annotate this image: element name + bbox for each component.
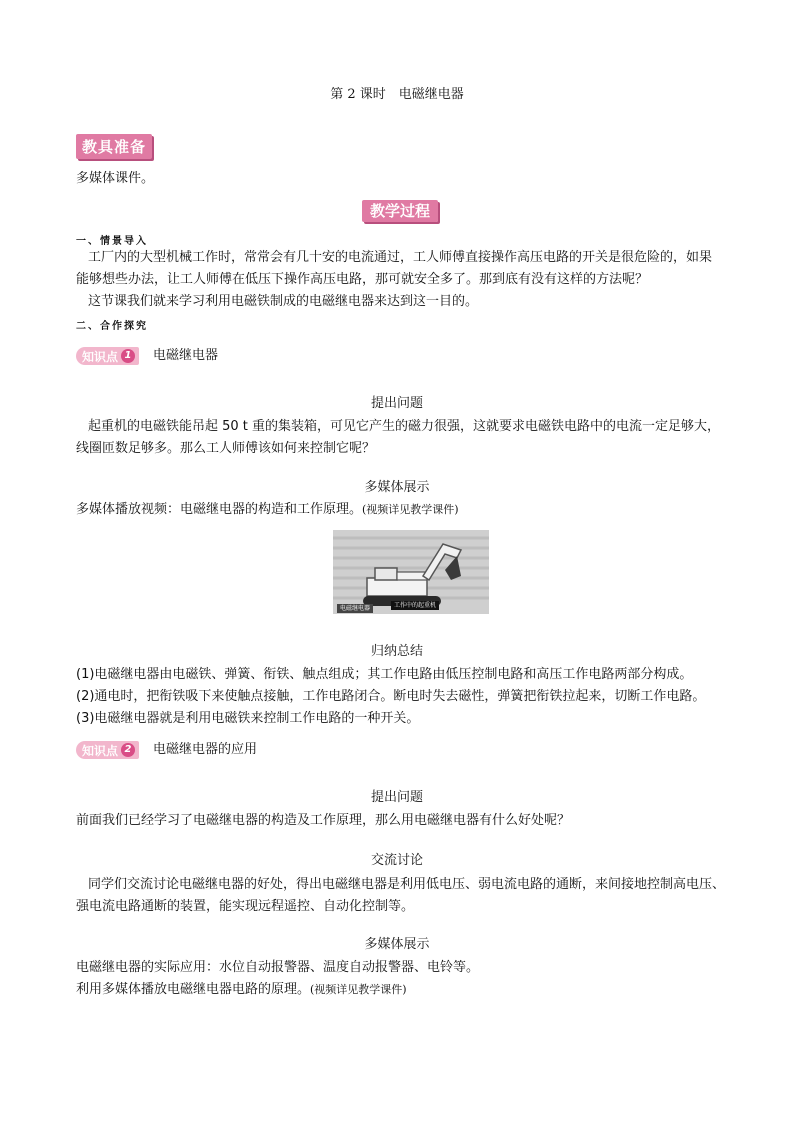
video-label: 电磁继电器 bbox=[337, 604, 373, 613]
media2-line-2 bbox=[76, 979, 407, 1001]
knowledge-tag-number: 2 bbox=[121, 743, 135, 757]
intro-line-2: 能够想些办法，让工人师傅在低压下操作高压电路，那可就安全多了。那到底有没有这样的方法呢？ bbox=[76, 272, 649, 287]
heading-summary: 归纳总结 bbox=[370, 644, 423, 659]
summary-item-3: (3)电磁继电器就是利用电磁铁来控制工作电路的一种开关。 bbox=[76, 711, 420, 726]
media2-line-1: 电磁继电器的实际应用：水位自动报警器、温度自动报警器、电铃等。 bbox=[76, 960, 480, 975]
prep-banner-label: 教具准备 bbox=[76, 134, 152, 159]
media2-note: (视频详见教学课件) bbox=[310, 983, 407, 996]
media1-description: 多媒体播放视频：电磁继电器的构造和工作原理。 bbox=[76, 502, 363, 517]
section-heading-explore: 二、合作探究 bbox=[76, 321, 148, 332]
knowledge-point-2 bbox=[76, 739, 257, 761]
discussion-line-1: 同学们交流讨论电磁继电器的好处，得出电磁继电器是利用低电压、弱电流电路的通断，来间接地控制高电压、 bbox=[88, 877, 726, 892]
question2-text: 前面我们已经学习了电磁继电器的构造及工作原理，那么用电磁继电器有什么好处呢？ bbox=[76, 813, 571, 828]
page-title: 第 2 课时 电磁继电器 bbox=[330, 87, 464, 102]
summary-item-2: (2)通电时，把衔铁吸下来使触点接触，工作电路闭合。断电时失去磁性，弹簧把衔铁拉起来，切断工作电路。 bbox=[76, 689, 706, 704]
discussion-line-2: 强电流电路通断的装置，能实现远程遥控、自动化控制等。 bbox=[76, 899, 415, 914]
knowledge-title-2: 电磁继电器的应用 bbox=[153, 742, 258, 757]
heading-question-2: 提出问题 bbox=[370, 790, 423, 805]
media2-description: 利用多媒体播放电磁继电器电路的原理。 bbox=[76, 982, 311, 997]
knowledge-title-1: 电磁继电器 bbox=[153, 348, 219, 363]
prep-text: 多媒体课件。 bbox=[76, 171, 155, 186]
video-caption: 工作中的起重机 bbox=[391, 601, 439, 610]
summary-item-1: (1)电磁继电器由电磁铁、弹簧、衔铁、触点组成；其工作电路由低压控制电路和高压工作电路两部分构成。 bbox=[76, 667, 693, 682]
question1-line-2: 线圈匝数足够多。那么工人师傅该如何来控制它呢？ bbox=[76, 441, 376, 456]
section-heading-intro: 一、情景导入 bbox=[76, 236, 148, 247]
knowledge-tag-1 bbox=[76, 347, 139, 365]
heading-media-1: 多媒体展示 bbox=[364, 480, 430, 495]
heading-discussion: 交流讨论 bbox=[370, 853, 423, 868]
video-thumbnail[interactable] bbox=[333, 530, 489, 614]
media1-text bbox=[76, 499, 459, 521]
knowledge-tag-number: 1 bbox=[121, 349, 135, 363]
prep-banner bbox=[76, 134, 152, 159]
knowledge-tag-label: 知识点 bbox=[82, 349, 119, 364]
process-banner bbox=[362, 200, 438, 221]
process-banner-label: 教学过程 bbox=[362, 200, 438, 222]
knowledge-point-1 bbox=[76, 345, 218, 367]
knowledge-tag-label: 知识点 bbox=[82, 743, 119, 758]
heading-question-1: 提出问题 bbox=[370, 396, 423, 411]
heading-media-2: 多媒体展示 bbox=[364, 937, 430, 952]
media1-note: (视频详见教学课件) bbox=[362, 503, 459, 516]
question1-line-1: 起重机的电磁铁能吊起 50 t 重的集装箱，可见它产生的磁力很强，这就要求电磁铁电路中的电流一定足够大， bbox=[88, 419, 721, 434]
intro-line-1: 工厂内的大型机械工作时，常常会有几十安的电流通过，工人师傅直接操作高压电路的开关是很危险的，如果 bbox=[88, 250, 713, 265]
knowledge-tag-2 bbox=[76, 741, 139, 759]
intro-line-3: 这节课我们就来学习利用电磁铁制成的电磁继电器来达到这一目的。 bbox=[88, 294, 479, 309]
